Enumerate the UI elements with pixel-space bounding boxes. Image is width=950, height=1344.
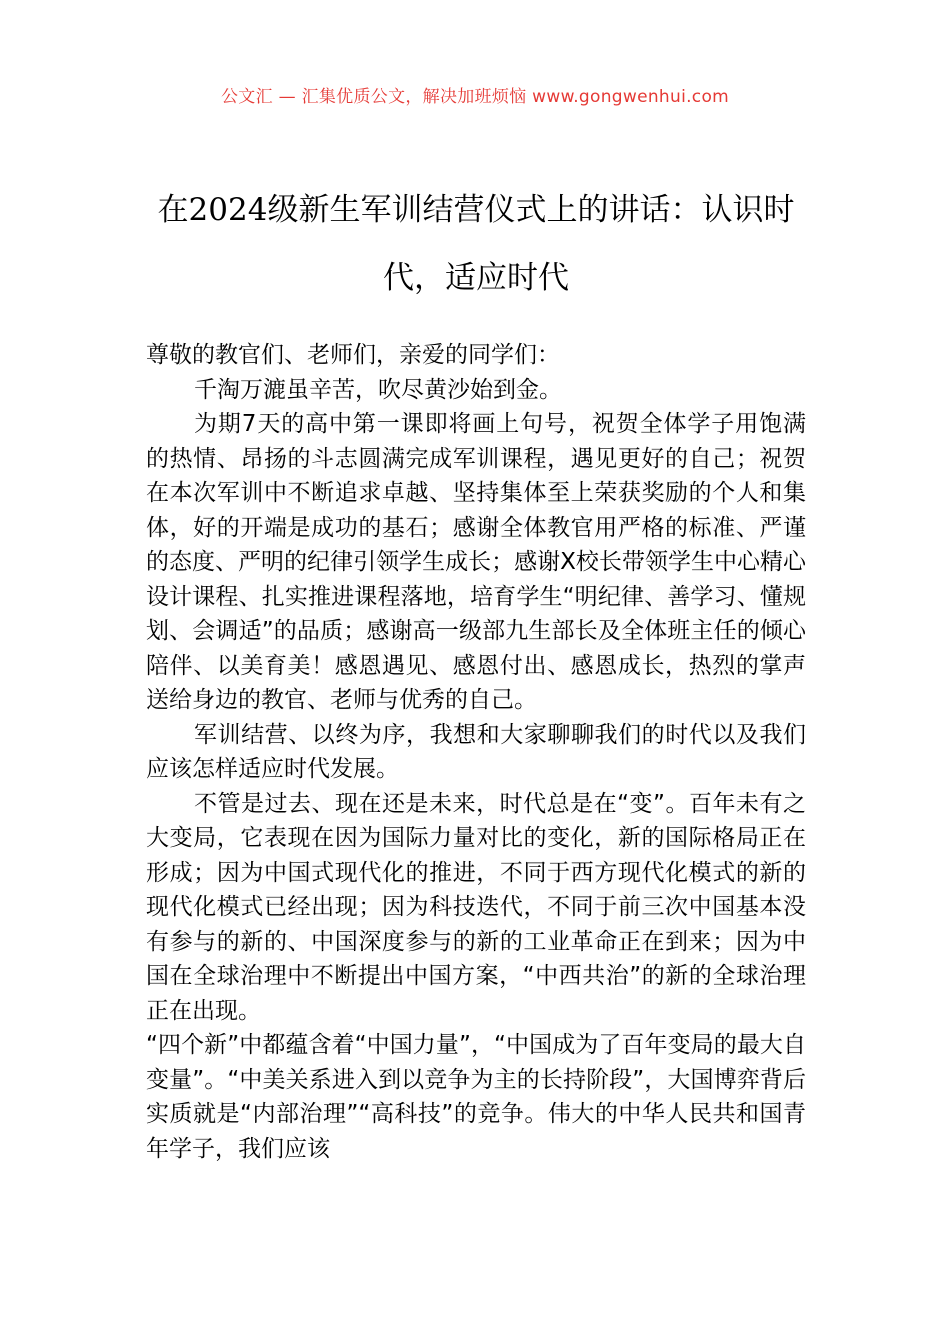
document-body	[146, 338, 806, 1166]
paragraph-2: 为期7天的高中第一课即将画上句号，祝贺全体学子用饱满的热情、昂扬的斗志圆满完成军训课程，遇见更好的自己；祝贺在本次军训中不断追求卓越、坚持集体至上荣获奖励的个人和集体，好的开端是成功的基石；感谢全体教官用严格的标准、严谨的态度、严明的纪律引领学生成长；感谢X校长带领学生中心精心设计课程、扎实推进课程落地，培育学生“明纪律、善学习、懂规划、会调适”的品质；感谢高一级部九生部长及全体班主任的倾心陪伴、以美育美！感恩遇见、感恩付出、感恩成长，热烈的掌声送给身边的教官、老师与优秀的自己。	[146, 411, 806, 713]
paragraph-1: 千淘万漉虽辛苦，吹尽黄沙始到金。	[194, 376, 562, 403]
document-title: 在2024级新生军训结营仪式上的讲话：认识时代，适应时代	[157, 192, 795, 296]
paragraph-4: 不管是过去、现在还是未来，时代总是在“变”。百年未有之大变局，它表现在因为国际力量对比的变化，新的国际格局正在形成；因为中国式现代化的推进，不同于西方现代化模式的新的现代化模式已经出现；因为科技迭代，不同于前三次中国基本没有参与的新的、中国深度参与的新的工业革命正在到来；因为中国在全球治理中不断提出中国方案，“中西共治”的新的全球治理正在出现。	[146, 790, 806, 1024]
site-header-banner: 公文汇 — 汇集优质公文，解决加班烦恼 www.gongwenhui.com	[220, 87, 730, 107]
paragraph-3: 军训结营、以终为序，我想和大家聊聊我们的时代以及我们应该怎样适应时代发展。	[146, 721, 806, 782]
paragraph-5: “四个新”中都蕴含着“中国力量”，“中国成为了百年变局的最大自变量”。“中美关系进入到以竞争为主的长持阶段”，大国博弈背后实质就是“内部治理”“高科技”的竞争。伟大的中华人民共和国青年学子，我们应该	[146, 1032, 806, 1162]
salutation: 尊敬的教官们、老师们，亲爱的同学们：	[146, 342, 560, 368]
